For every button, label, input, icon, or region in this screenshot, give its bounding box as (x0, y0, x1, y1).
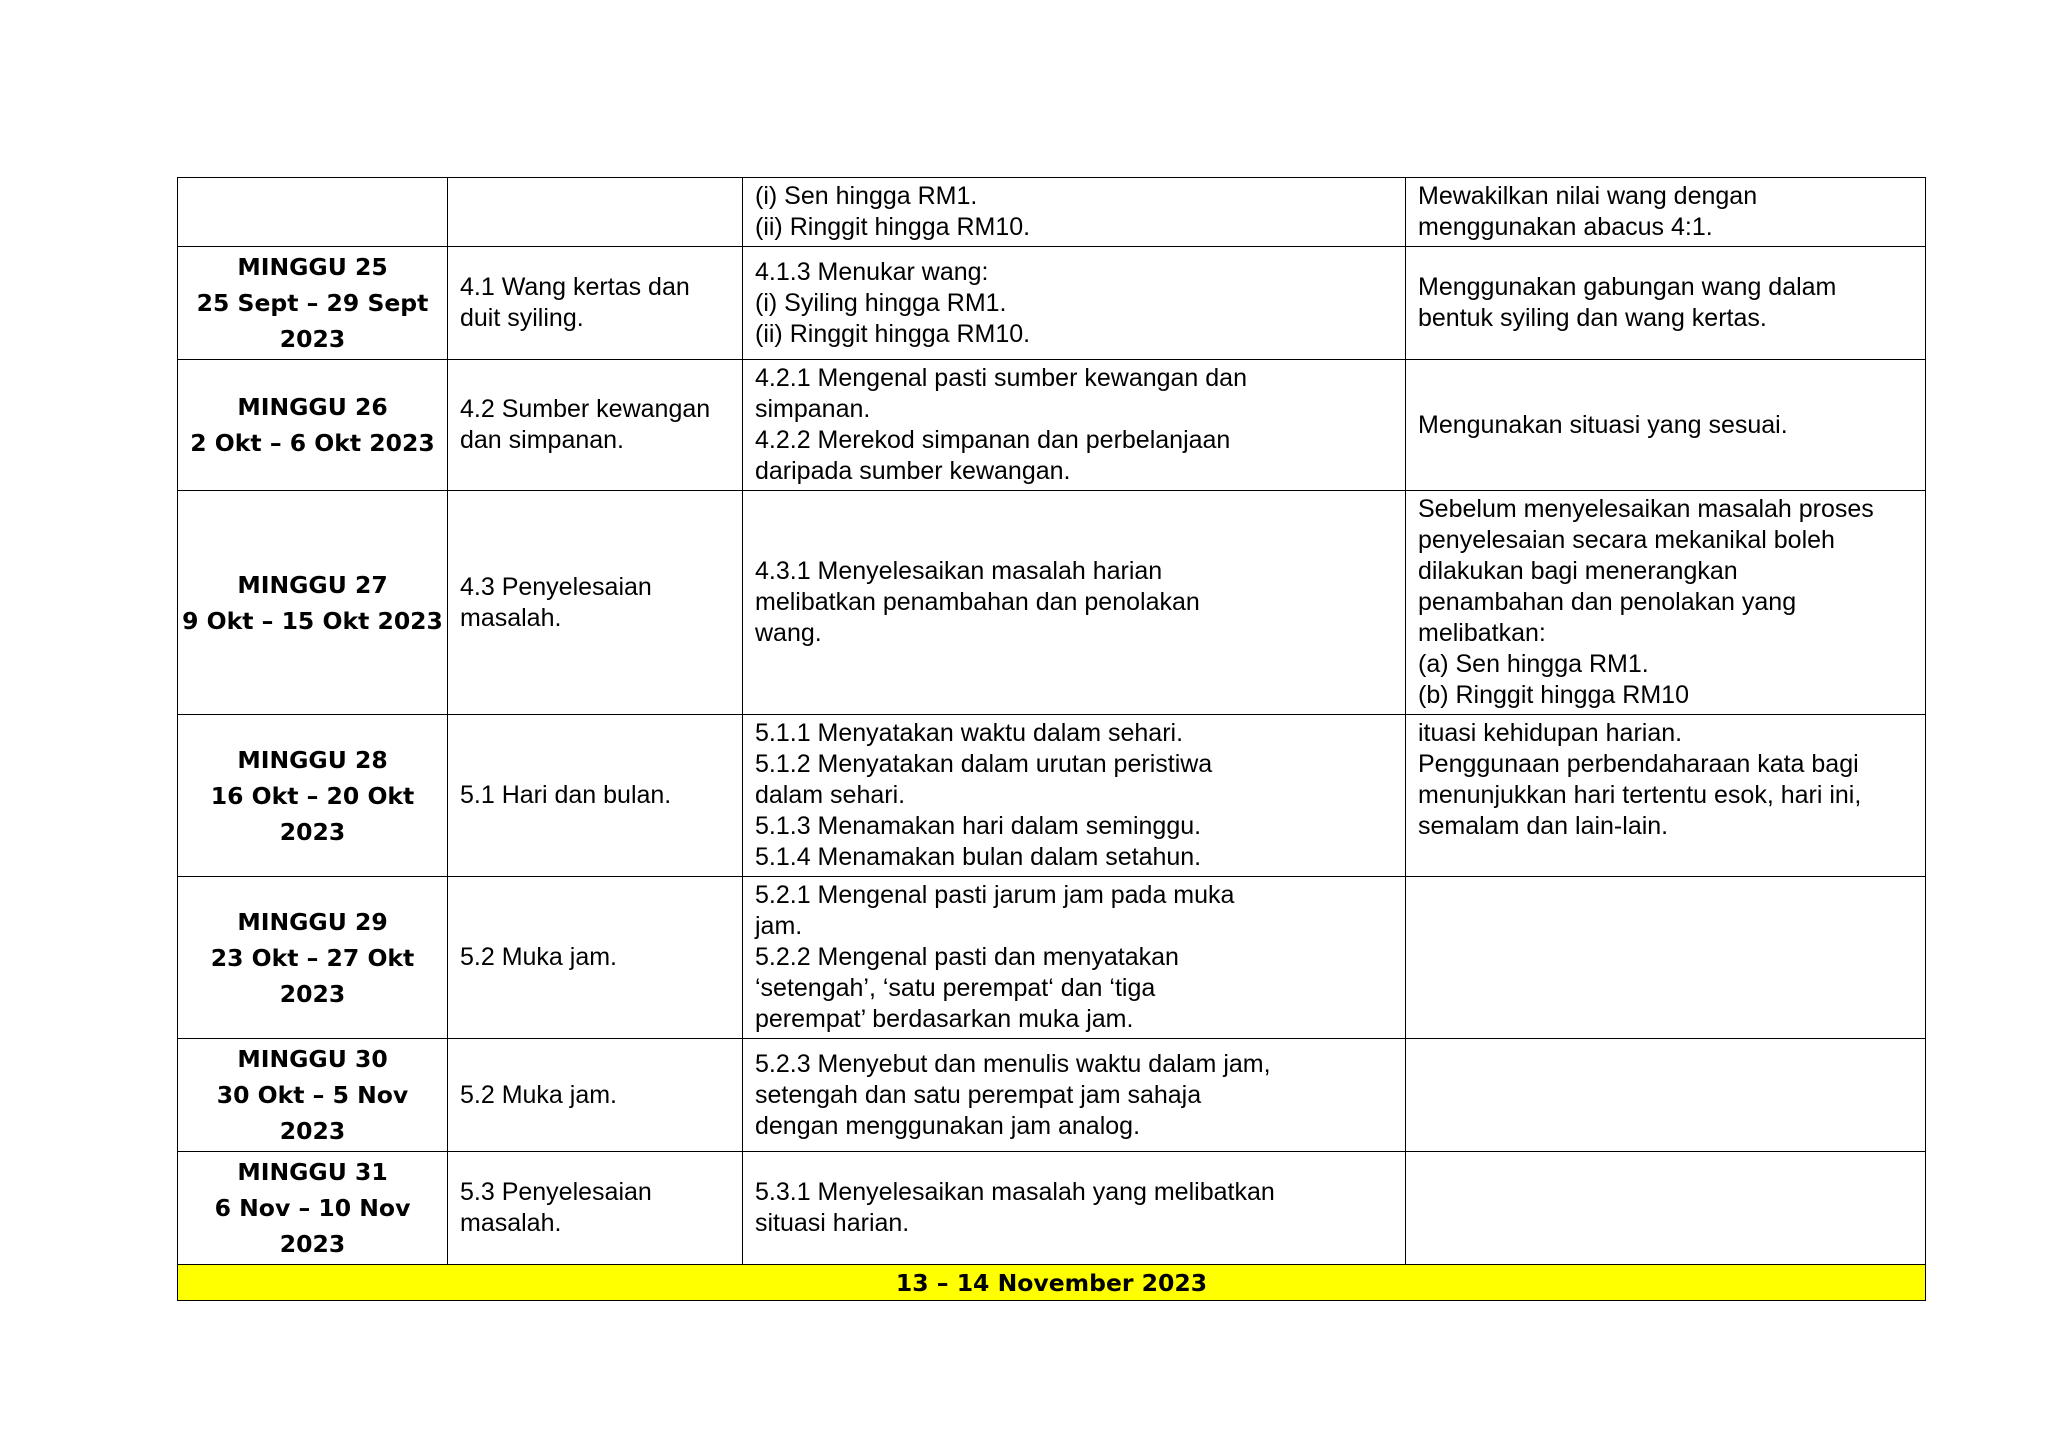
text-line: Mewakilkan nilai wang dengan (1418, 182, 1758, 210)
text-line: 5.2 Muka jam. (460, 1080, 618, 1109)
text-line: wang. (755, 619, 822, 647)
week-year: 2023 (279, 817, 346, 846)
topic-cell (448, 1039, 743, 1152)
text-line: (i) Syiling hingga RM1. (755, 288, 1007, 317)
text-line: daripada sumber kewangan. (755, 457, 1071, 485)
lesson-plan-table (177, 177, 1926, 1301)
week-label: MINGGU 28 (237, 745, 388, 774)
text-line: melibatkan: (1418, 619, 1546, 647)
text-line: perempat’ berdasarkan muka jam. (755, 1005, 1134, 1033)
week-cell (178, 491, 448, 715)
text-line: menunjukkan hari tertentu esok, hari ini, (1418, 781, 1862, 809)
text-line: duit syiling. (460, 304, 584, 332)
standards-cell (743, 247, 1406, 360)
week-label: MINGGU 31 (237, 1158, 388, 1186)
text-line: penyelesaian secara mekanikal boleh (1418, 526, 1835, 554)
table-row (178, 877, 1926, 1039)
topic-cell (448, 178, 743, 247)
week-dates: 2 Okt – 6 Okt 2023 (190, 429, 435, 457)
text-line: dilakukan bagi menerangkan (1418, 557, 1738, 585)
text-line: Sebelum menyelesaikan masalah proses (1418, 495, 1874, 523)
text-line: ituasi kehidupan harian. (1418, 719, 1683, 747)
text-line: simpanan. (755, 395, 871, 423)
text-line: situasi harian. (755, 1209, 910, 1237)
notes-cell (1406, 178, 1926, 247)
week-year: 2023 (279, 979, 346, 1008)
table-row (178, 1039, 1926, 1152)
standards-cell (743, 877, 1406, 1039)
topic-cell (448, 360, 743, 491)
week-dates: 23 Okt – 27 Okt (210, 943, 415, 972)
text-line: 4.1 Wang kertas dan (460, 273, 690, 301)
standards-cell (743, 715, 1406, 877)
text-line: semalam dan lain-lain. (1418, 812, 1669, 840)
week-cell (178, 877, 448, 1039)
text-line: masalah. (460, 1209, 562, 1237)
text-line: Mengunakan situasi yang sesuai. (1418, 410, 1788, 439)
text-line: Penggunaan perbendaharaan kata bagi (1418, 750, 1859, 778)
holiday-row (178, 1265, 1926, 1301)
table-row (178, 360, 1926, 491)
holiday-banner: 13 – 14 November 2023 (178, 1265, 1926, 1301)
text-line: dalam sehari. (755, 781, 906, 809)
week-label: MINGGU 27 (237, 570, 388, 599)
text-line: 4.2 Sumber kewangan (460, 395, 711, 423)
text-line: (ii) Ringgit hingga RM10. (755, 213, 1031, 241)
table-row (178, 1152, 1926, 1265)
topic-cell (448, 491, 743, 715)
text-line: 5.2.3 Menyebut dan menulis waktu dalam jam, (755, 1049, 1271, 1078)
week-dates: 25 Sept – 29 Sept (196, 289, 429, 317)
standards-cell (743, 178, 1406, 247)
text-line: setengah dan satu perempat jam sahaja (755, 1080, 1202, 1109)
text-line: 5.1.3 Menamakan hari dalam seminggu. (755, 812, 1202, 840)
week-cell (178, 1039, 448, 1152)
week-cell (178, 360, 448, 491)
table-row (178, 247, 1926, 360)
week-year: 2023 (279, 1230, 346, 1258)
notes-cell (1406, 715, 1926, 877)
text-line: 4.3.1 Menyelesaikan masalah harian (755, 557, 1163, 585)
text-line: Menggunakan gabungan wang dalam (1418, 273, 1837, 301)
week-dates: 16 Okt – 20 Okt (210, 781, 415, 810)
week-dates: 6 Nov – 10 Nov (214, 1194, 411, 1222)
topic-cell (448, 877, 743, 1039)
standards-cell (743, 360, 1406, 491)
notes-cell (1406, 247, 1926, 360)
week-cell (178, 247, 448, 360)
week-cell (178, 1152, 448, 1265)
text-line: 5.3.1 Menyelesaikan masalah yang melibatkan (755, 1178, 1275, 1206)
text-line: 5.1.1 Menyatakan waktu dalam sehari. (755, 719, 1184, 747)
notes-cell (1406, 1152, 1926, 1265)
week-cell (178, 178, 448, 247)
text-line: dan simpanan. (460, 426, 625, 454)
week-label: MINGGU 30 (237, 1045, 388, 1073)
week-label: MINGGU 26 (237, 393, 388, 421)
text-line: 5.2 Muka jam. (460, 943, 618, 971)
table-row (178, 491, 1926, 715)
table-row (178, 715, 1926, 877)
text-line: dengan menggunakan jam analog. (755, 1111, 1141, 1140)
notes-cell (1406, 360, 1926, 491)
text-line: 4.2.1 Mengenal pasti sumber kewangan dan (755, 364, 1247, 392)
text-line: 5.1.4 Menamakan bulan dalam setahun. (755, 843, 1202, 871)
text-line: menggunakan abacus 4:1. (1418, 213, 1713, 241)
text-line: jam. (755, 912, 803, 940)
week-dates: 30 Okt – 5 Nov 2023 (216, 1081, 417, 1145)
text-line: ‘setengah’, ‘satu perempat‘ dan ‘tiga (755, 974, 1156, 1002)
text-line: (b) Ringgit hingga RM10 (1418, 681, 1689, 709)
standards-cell (743, 491, 1406, 715)
week-label: MINGGU 25 (237, 253, 388, 281)
topic-cell (448, 1152, 743, 1265)
text-line: melibatkan penambahan dan penolakan (755, 588, 1200, 616)
text-line: (i) Sen hingga RM1. (755, 182, 978, 210)
standards-cell (743, 1039, 1406, 1152)
week-cell (178, 715, 448, 877)
text-line: 5.2.1 Mengenal pasti jarum jam pada muka (755, 881, 1235, 909)
text-line: (a) Sen hingga RM1. (1418, 650, 1649, 678)
text-line: 4.2.2 Merekod simpanan dan perbelanjaan (755, 426, 1231, 454)
text-line: (ii) Ringgit hingga RM10. (755, 319, 1031, 348)
text-line: masalah. (460, 603, 562, 632)
topic-cell (448, 247, 743, 360)
text-line: bentuk syiling dan wang kertas. (1418, 304, 1767, 332)
notes-cell (1406, 877, 1926, 1039)
week-year: 2023 (279, 325, 346, 353)
notes-cell (1406, 491, 1926, 715)
text-line: 4.3 Penyelesaian (460, 572, 652, 601)
text-line: 5.2.2 Mengenal pasti dan menyatakan (755, 943, 1179, 971)
text-line: 5.3 Penyelesaian (460, 1178, 652, 1206)
topic-cell (448, 715, 743, 877)
text-line: 5.1 Hari dan bulan. (460, 781, 672, 809)
week-label: MINGGU 29 (237, 907, 388, 936)
standards-cell (743, 1152, 1406, 1265)
text-line: 4.1.3 Menukar wang: (755, 257, 989, 286)
week-dates: 9 Okt – 15 Okt 2023 (182, 606, 443, 635)
table-row (178, 178, 1926, 247)
text-line: 5.1.2 Menyatakan dalam urutan peristiwa (755, 750, 1213, 778)
notes-cell (1406, 1039, 1926, 1152)
text-line: penambahan dan penolakan yang (1418, 588, 1797, 616)
